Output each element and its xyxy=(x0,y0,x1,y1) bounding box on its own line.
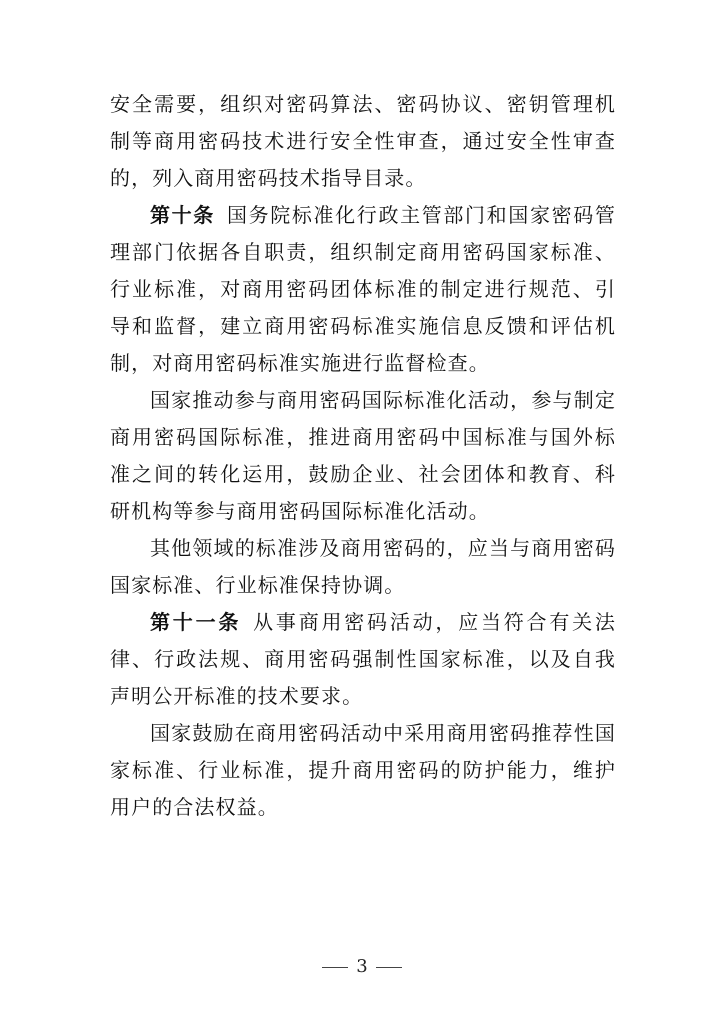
paragraph-4 xyxy=(110,530,616,604)
document-body xyxy=(110,86,616,826)
paragraph-text: 国家推动参与商用密码国际标准化活动，参与制定商用密码国际标准，推进商用密码中国标准与国外标准之间的转化运用，鼓励企业、社会团体和教育、科研机构等参与商用密码国际标准化活动。 xyxy=(110,388,616,523)
paragraph-text: 国务院标准化行政主管部门和国家密码管理部门依据各自职责，组织制定商用密码国家标准、行业标准，对商用密码团体标准的制定进行规范、引导和监督，建立商用密码标准实施信息反馈和评估机制，对商用密码标准实施进行监督检查。 xyxy=(110,203,616,375)
paragraph-text: 其他领域的标准涉及商用密码的，应当与商用密码国家标准、行业标准保持协调。 xyxy=(110,536,616,597)
paragraph-text: 安全需要，组织对密码算法、密码协议、密钥管理机制等商用密码技术进行安全性审查，通过安全性审查的，列入商用密码技术指导目录。 xyxy=(110,92,616,190)
paragraph-text: 从事商用密码活动，应当符合有关法律、行政法规、商用密码强制性国家标准，以及自我声明公开标准的技术要求。 xyxy=(110,610,616,708)
footer-dash-right xyxy=(376,967,402,968)
paragraph-2 xyxy=(110,197,616,382)
article-number: 第十一条 xyxy=(150,610,242,634)
paragraph-6 xyxy=(110,715,616,826)
paragraph-3 xyxy=(110,382,616,530)
page-number: 3 xyxy=(356,956,368,977)
article-number: 第十条 xyxy=(150,203,215,227)
paragraph-5 xyxy=(110,604,616,715)
footer-dash-left xyxy=(322,967,348,968)
paragraph-1 xyxy=(110,86,616,197)
page-footer xyxy=(0,956,724,977)
paragraph-text: 国家鼓励在商用密码活动中采用商用密码推荐性国家标准、行业标准，提升商用密码的防护能力，维护用户的合法权益。 xyxy=(110,721,616,819)
